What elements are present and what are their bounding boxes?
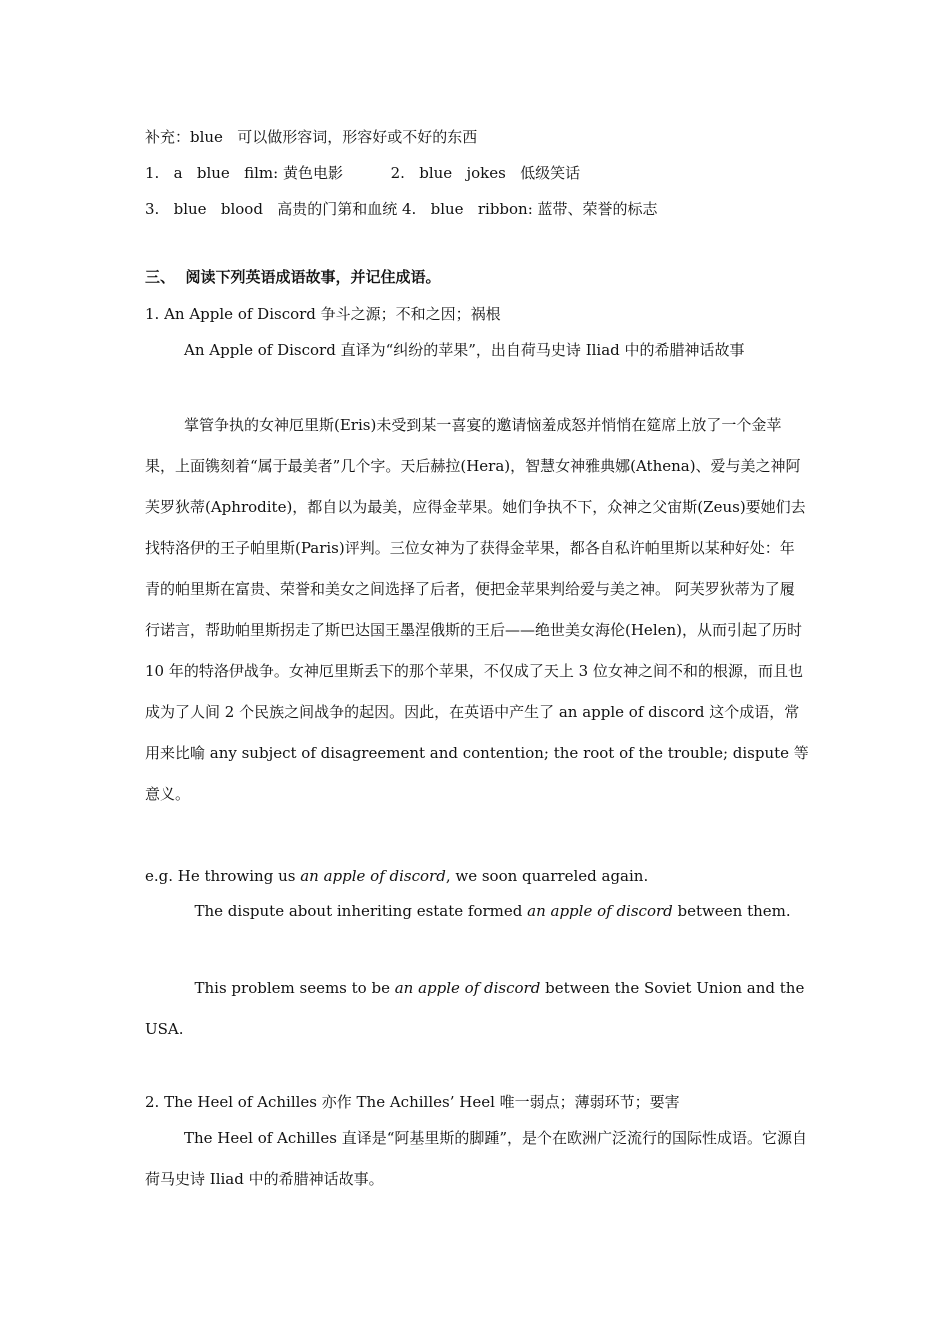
idiom-1-example-3	[145, 968, 809, 1050]
idiom-1-story: 掌管争执的女神厄里斯(Eris)未受到某一喜宴的邀请恼羞成怒并悄悄在筵席上放了一个金苹果，上面镌刻着“属于最美者”几个字。天后赫拉(Hera)，智慧女神雅典娜(Athena)、爱与美之神阿芙罗狄蒂(Aphrodite)，都自以为最美，应得金苹果。她们争执不下，众神之父宙斯(Zeus)要她们去找特洛伊的王子帕里斯(Paris)评判。三位女神为了获得金苹果，都各自私许帕里斯以某种好处：年青的帕里斯在富贵、荣誉和美女之间选择了后者，便把金苹果判给爱与美之神。 阿芙罗狄蒂为了履行诺言，帮助帕里斯拐走了斯巴达国王墨涅俄斯的王后——绝世美女海伦(Helen)，从而引起了历时 10 年的特洛伊战争。女神厄里斯丢下的那个苹果，不仅成了天上 3 位女神之间不和的根源，而且也成为了人间 2 个民族之间战争的起因。因此，在英语中产生了 an apple of discord 这个成语，常用来比喻 any subject of disagreement and contention; the root of the trouble; dispute 等意义。	[145, 416, 809, 803]
idiom-2-intro: The Heel of Achilles 直译是“阿基里斯的脚踵”，是个在欧洲广泛流行的国际性成语。它源自荷马史诗 Iliad 中的希腊神话故事。	[145, 1129, 808, 1188]
example-2-prefix: The dispute about inheriting estate formed	[194, 902, 528, 920]
example-3-suffix: between the Soviet Union and the USA.	[145, 979, 805, 1038]
example-1-suffix: , we soon quarreled again.	[445, 867, 649, 885]
example-3-prefix: This problem seems to be	[194, 979, 395, 997]
supplement-row-2: 3. blue blood 高贵的门第和血统 4. blue ribbon: 蓝带、荣誉的标志	[145, 200, 658, 218]
example-2-suffix: between them.	[672, 902, 791, 920]
idiom-1-example-2	[145, 891, 809, 932]
idiom-1-title: 1. An Apple of Discord 争斗之源；不和之因；祸根	[145, 305, 501, 323]
example-1-idiom: an apple of discord	[300, 867, 446, 885]
idiom-2-title: 2. The Heel of Achilles 亦作 The Achilles’ Heel 唯一弱点；薄弱环节；要害	[145, 1093, 680, 1111]
example-2-idiom: an apple of discord	[527, 902, 673, 920]
idiom-1-intro: An Apple of Discord 直译为“纠纷的苹果”，出自荷马史诗 Iliad 中的希腊神话故事	[184, 341, 745, 359]
example-3-idiom: an apple of discord	[394, 979, 541, 997]
supplement-row-1: 1. a blue film: 黄色电影 2. blue jokes 低级笑话	[145, 164, 581, 182]
example-1-prefix: e.g. He throwing us	[145, 867, 301, 885]
idiom-1-example-1	[145, 866, 648, 886]
supplement-intro: 补充：blue 可以做形容词，形容好或不好的东西	[145, 128, 478, 146]
section-heading: 三、 阅读下列英语成语故事，并记住成语。	[145, 268, 441, 286]
